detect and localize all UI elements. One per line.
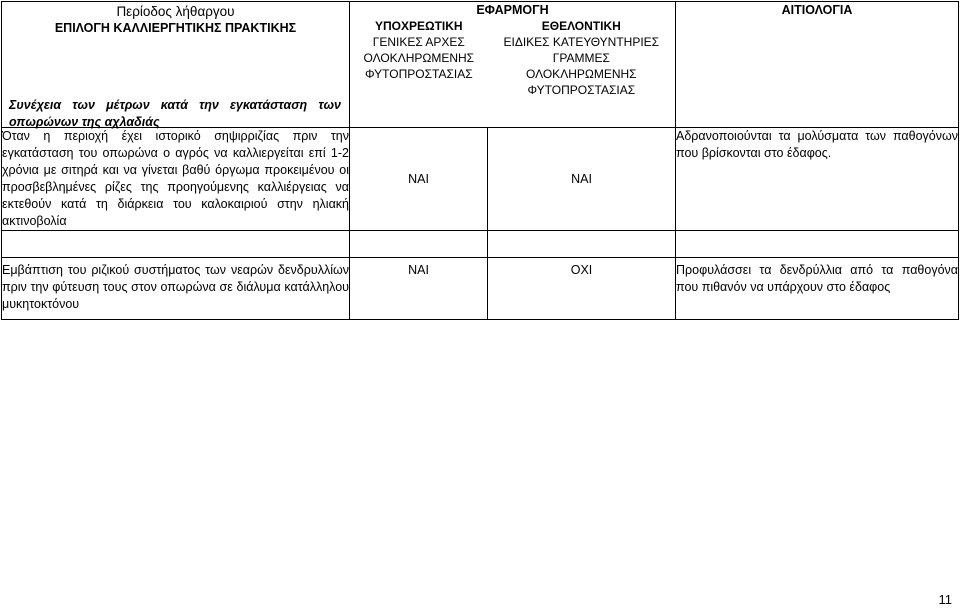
table-row [2,128,959,231]
practice-text: Εμβάπτιση του ριζικού συστήματος των νεαρών δενδρυλλίων πριν την φύτευση τους στον οπωρώνα σε διάλυμα κατάλληλου μυκητοκτόνου [2,258,350,320]
voluntary-title: ΕΘΕΛΟΝΤΙΚΗ [541,19,621,33]
reason-text: Προφυλάσσει τα δενδρύλλια από τα παθογόνα που πιθανόν να υπάρχουν στο έδαφος [676,258,959,320]
mandatory-line-3: ΟΛΟΚΛΗΡΩΜΕΝΗΣ [363,51,475,65]
application-heading: ΕΦΑΡΜΟΓΗ [476,3,549,17]
application-header-cell [350,2,676,128]
page-number: 11 [938,592,952,607]
practice-text: Όταν η περιοχή έχει ιστορικό σηψιρριζίας πριν την εγκατάσταση του οπωρώνα ο αγρός να καλλιεργείται επί 1-2 χρόνια με σιτηρά και να γίνεται βαθύ όργωμα προκειμένου οι προσβεβλημένες ρίζες της προηγούμενης καλλιέργειας να εκτεθούν κατά τη διάρκεια του καλοκαιριού στην ηλιακή ακτινοβολία [2,128,350,231]
table-row [2,258,959,320]
practice-heading: ΕΠΙΛΟΓΗ ΚΑΛΛΙΕΡΓΗΤΙΚΗΣ ΠΡΑΚΤΙΚΗΣ [54,21,297,35]
header-row [2,2,959,128]
voluntary-line-3: ΓΡΑΜΜΕΣ [552,51,610,65]
voluntary-line-5: ΦΥΤΟΠΡΟΣΤΑΣΙΑΣ [527,83,636,97]
mandatory-answer: ΝΑΙ [350,258,488,320]
period-label: Περίοδος λήθαργου [116,4,235,19]
application-subheaders [350,18,675,98]
practices-table [1,1,959,320]
practice-header-cell [2,2,350,128]
voluntary-line-2: ΕΙΔΙΚΕΣ ΚΑΤΕΥΘΥΝΤΗΡΙΕΣ [503,35,660,49]
continuation-heading: Συνέχεια των μέτρων κατά την εγκατάσταση των οπωρώνων της αχλαδιάς [9,98,341,129]
voluntary-answer: ΟΧΙ [488,258,676,320]
mandatory-line-4: ΦΥΤΟΠΡΟΣΤΑΣΙΑΣ [364,67,473,81]
reason-text: Αδρανοποιούνται τα μολύσματα των παθογόνων που βρίσκονται στο έδαφος. [676,128,959,231]
reasoning-header: ΑΙΤΙΟΛΟΓΙΑ [676,2,959,128]
mandatory-line-2: ΓΕΝΙΚΕΣ ΑΡΧΕΣ [372,35,465,49]
voluntary-header [488,18,675,98]
mandatory-answer: ΝΑΙ [350,128,488,231]
mandatory-title: ΥΠΟΧΡΕΩΤΙΚΗ [374,19,463,33]
spacer-row [2,231,959,258]
voluntary-answer: ΝΑΙ [488,128,676,231]
voluntary-line-4: ΟΛΟΚΛΗΡΩΜΕΝΗΣ [525,67,637,81]
mandatory-header [350,18,488,98]
